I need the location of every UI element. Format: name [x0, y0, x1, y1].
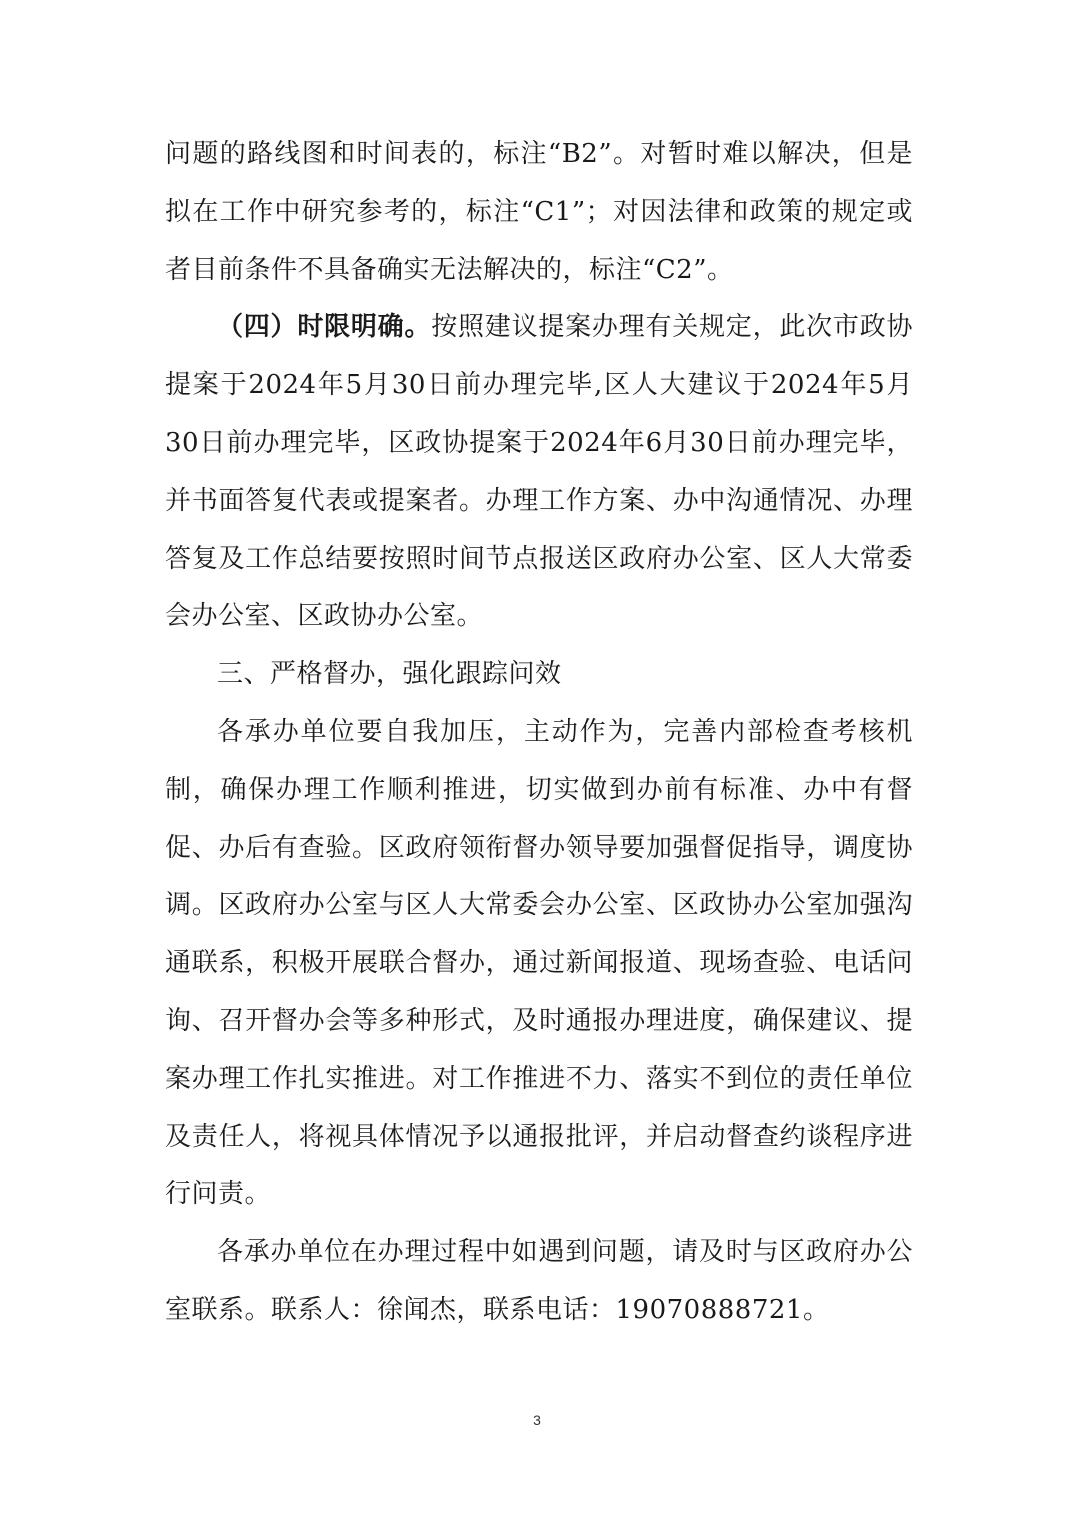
paragraph-time-limit: [165, 299, 913, 646]
paragraph-body: 按照建议提案办理有关规定，此次市政协提案于2024年5月30日前办理完毕,区人大建议于2024年5月30日前办理完毕，区政协提案于2024年6月30日前办理完毕，并书面答复代表或提案者。办理工作方案、办中沟通情况、办理答复及工作总结要按照时间节点报送区政府办公室、区人大常委会办公室、区政协办公室。: [165, 312, 913, 632]
page-number: 3: [533, 1412, 541, 1428]
body-text: [165, 126, 913, 1340]
paragraph-lead-bold: （四）时限明确。: [217, 312, 432, 343]
paragraph-supervision: 各承办单位要自我加压，主动作为，完善内部检查考核机制，确保办理工作顺利推进，切实做到办前有标准、办中有督促、办后有查验。区政府领衔督办领导要加强督促指导，调度协调。区政府办公室与区人大常委会办公室、区政协办公室加强沟通联系，积极开展联合督办，通过新闻报道、现场查验、电话问询、召开督办会等多种形式，及时通报办理进度，确保建议、提案办理工作扎实推进。对工作推进不力、落实不到位的责任单位及责任人，将视具体情况予以通报批评，并启动督查约谈程序进行问责。: [165, 716, 913, 1210]
paragraph-contact: 各承办单位在办理过程中如遇到问题，请及时与区政府办公室联系。联系人：徐闻杰，联系电话：19070888721。: [165, 1237, 913, 1325]
section-heading: 三、严格督办，强化跟踪问效: [217, 659, 562, 690]
paragraph-continuation: 问题的路线图和时间表的，标注“B2”。对暂时难以解决，但是拟在工作中研究参考的，标注“C1”；对因法律和政策的规定或者目前条件不具备确实无法解决的，标注“C2”。: [165, 139, 913, 285]
